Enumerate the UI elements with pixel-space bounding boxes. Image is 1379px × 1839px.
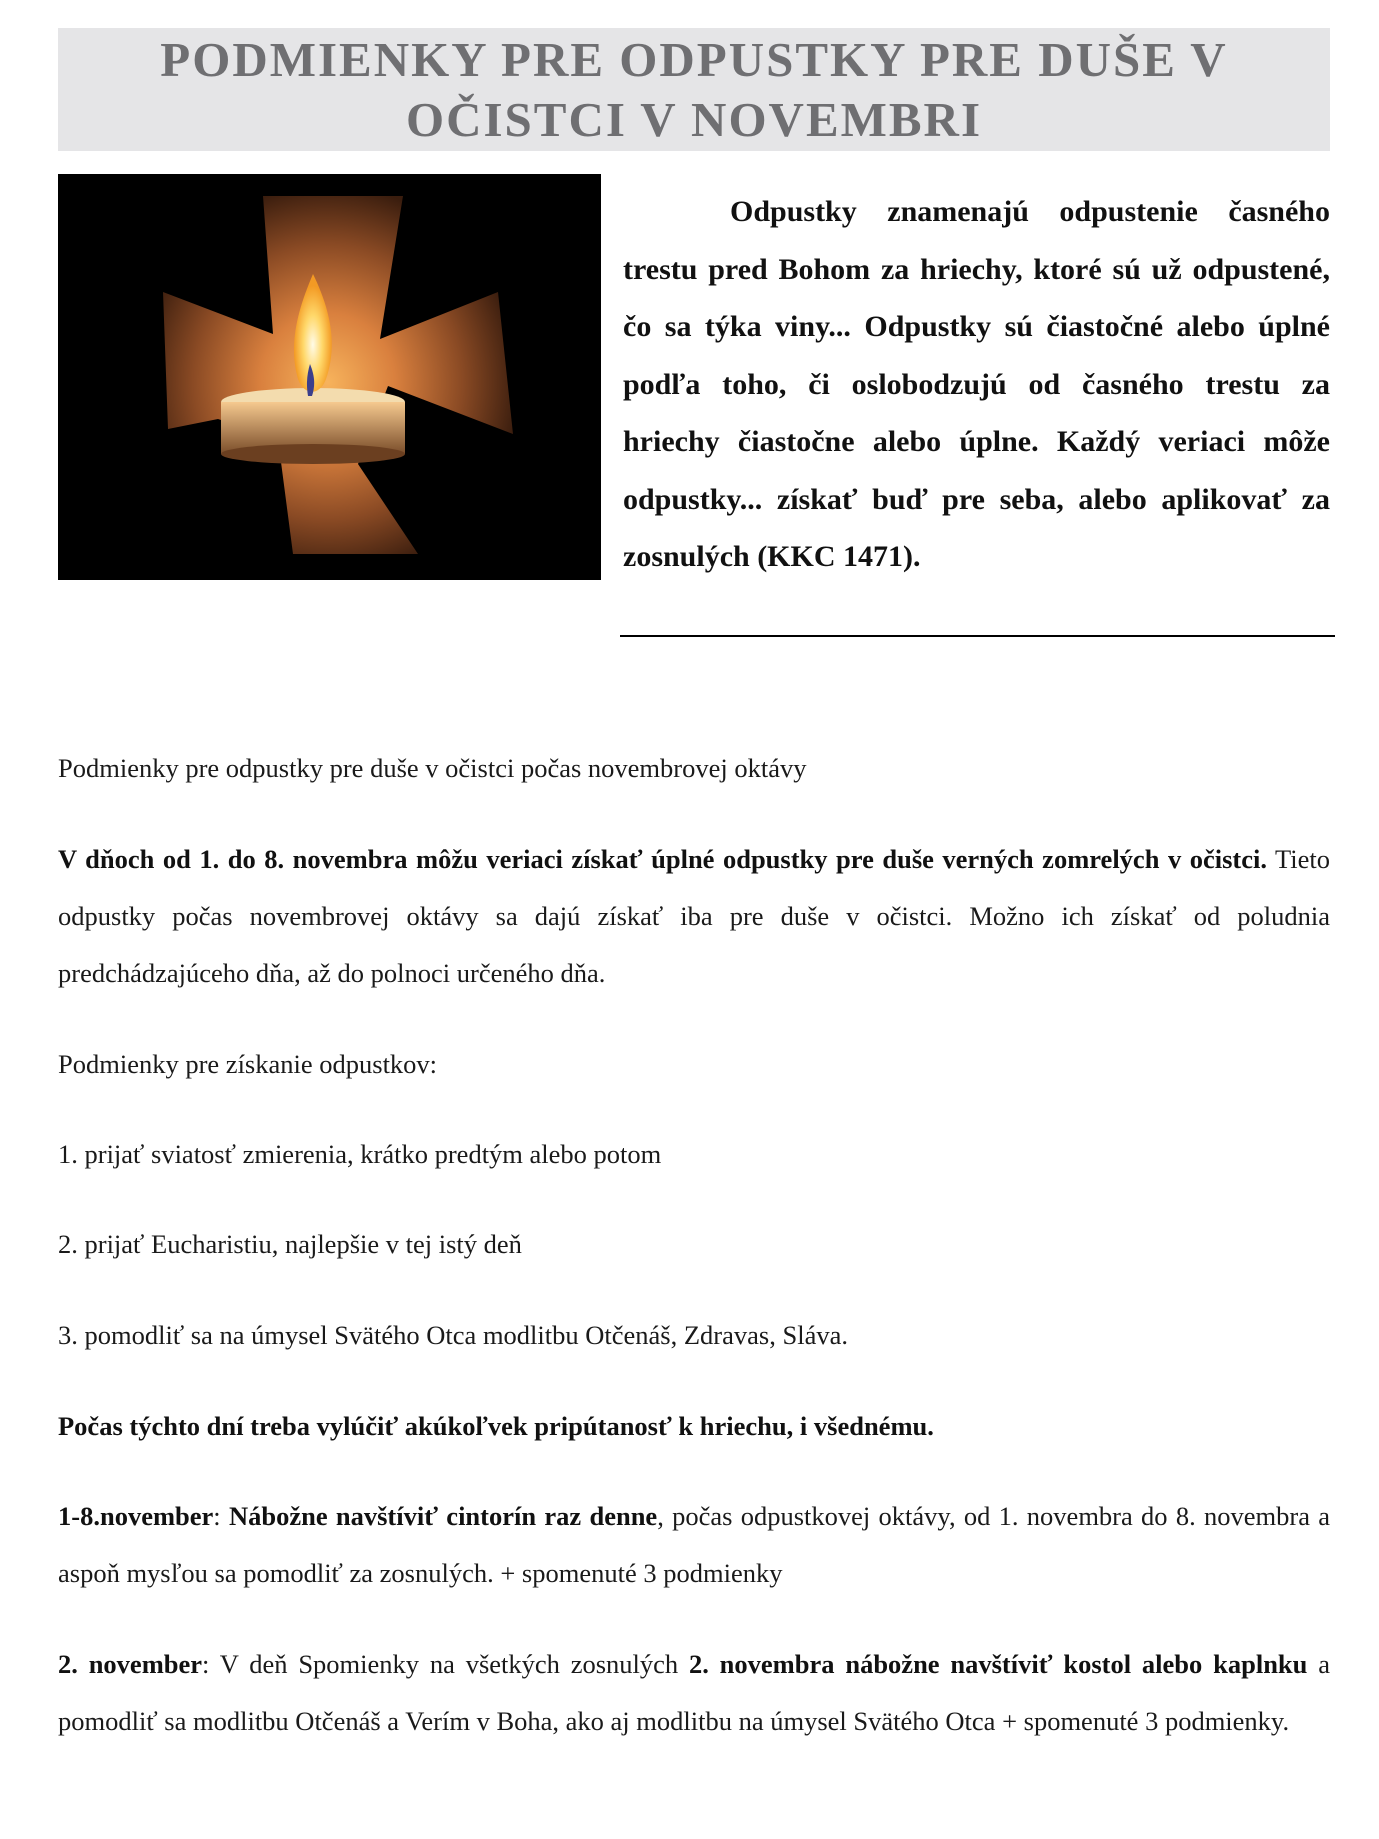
- page-title: PODMIENKY PRE ODPUSTKY PRE DUŠE V OČISTCI V NOVEMBRI: [160, 31, 1228, 147]
- intro-divider: [620, 635, 1335, 637]
- paragraph-church: [58, 1636, 1330, 1750]
- paragraph-octave-text: Tieto odpustky počas novembrovej oktávy sa dajú získať iba pre duše v očistci. Možno ich získať od poludnia predchádzajúceho dňa, až do polnoci určeného dňa.: [58, 844, 1330, 988]
- conditions-heading-text: Podmienky pre získanie odpustkov:: [58, 1049, 438, 1079]
- church-text-2: a pomodliť sa modlitbu Otčenáš a Verím v Boha, ako aj modlitbu na úmysel Svätého Otca + spomenuté 3 podmienky.: [58, 1649, 1331, 1736]
- candle-photo: [58, 174, 601, 580]
- cemetery-separator: :: [213, 1501, 229, 1531]
- title-banner: [58, 28, 1330, 151]
- condition-item-2: [58, 1216, 1330, 1273]
- warning-line: [58, 1398, 1330, 1455]
- cemetery-bold: Nábožne navštíviť cintorín raz denne: [228, 1501, 658, 1531]
- condition-item-1: [58, 1126, 1330, 1183]
- intro-text: Odpustky znamenajú odpustenie časného trestu pred Bohom za hriechy, ktoré sú už odpustené, čo sa týka viny... Odpustky sú čiastočné alebo úplné podľa toho, či oslobodzujú od časného trestu za hriechy čiastočne alebo úplne. Každý veriaci môže odpustky... získať buď pre seba, alebo aplikovať za zosnulých (KKC 1471).: [623, 195, 1330, 573]
- condition-item-3: [58, 1307, 1330, 1364]
- paragraph-octave-bold: V dňoch od 1. do 8. novembra môžu veriaci získať úplné odpustky pre duše verných zomrelých v očistci.: [58, 844, 1267, 874]
- conditions-heading: [58, 1036, 1330, 1093]
- paragraph-octave: [58, 831, 1330, 1002]
- church-text-1: : V deň Spomienky na všetkých zosnulých: [202, 1649, 689, 1679]
- cemetery-text: , počas odpustkovej oktávy, od 1. novembra do 8. novembra a aspoň mysľou sa pomodliť za zosnulých. + spomenuté 3 podmienky: [58, 1501, 1331, 1588]
- church-bold: 2. novembra nábožne navštíviť kostol alebo kaplnku: [688, 1649, 1308, 1679]
- church-date-label: 2. november: [58, 1649, 203, 1679]
- cemetery-date-label: 1-8.november: [58, 1501, 214, 1531]
- condition-item-2-text: 2. prijať Eucharistiu, najlepšie v tej istý deň: [58, 1229, 522, 1259]
- candle-cross-image: [58, 174, 601, 580]
- condition-item-3-text: 3. pomodliť sa na úmysel Svätého Otca modlitbu Otčenáš, Zdravas, Sláva.: [58, 1320, 848, 1350]
- subheading-text: Podmienky pre odpustky pre duše v očistci počas novembrovej oktávy: [58, 753, 807, 783]
- warning-text: Počas týchto dní treba vylúčiť akúkoľvek pripútanosť k hriechu, i všednému.: [58, 1411, 934, 1441]
- subheading: [58, 740, 1330, 797]
- intro-paragraph: [623, 183, 1330, 586]
- condition-item-1-text: 1. prijať sviatosť zmierenia, krátko predtým alebo potom: [58, 1139, 662, 1169]
- paragraph-cemetery: [58, 1488, 1330, 1602]
